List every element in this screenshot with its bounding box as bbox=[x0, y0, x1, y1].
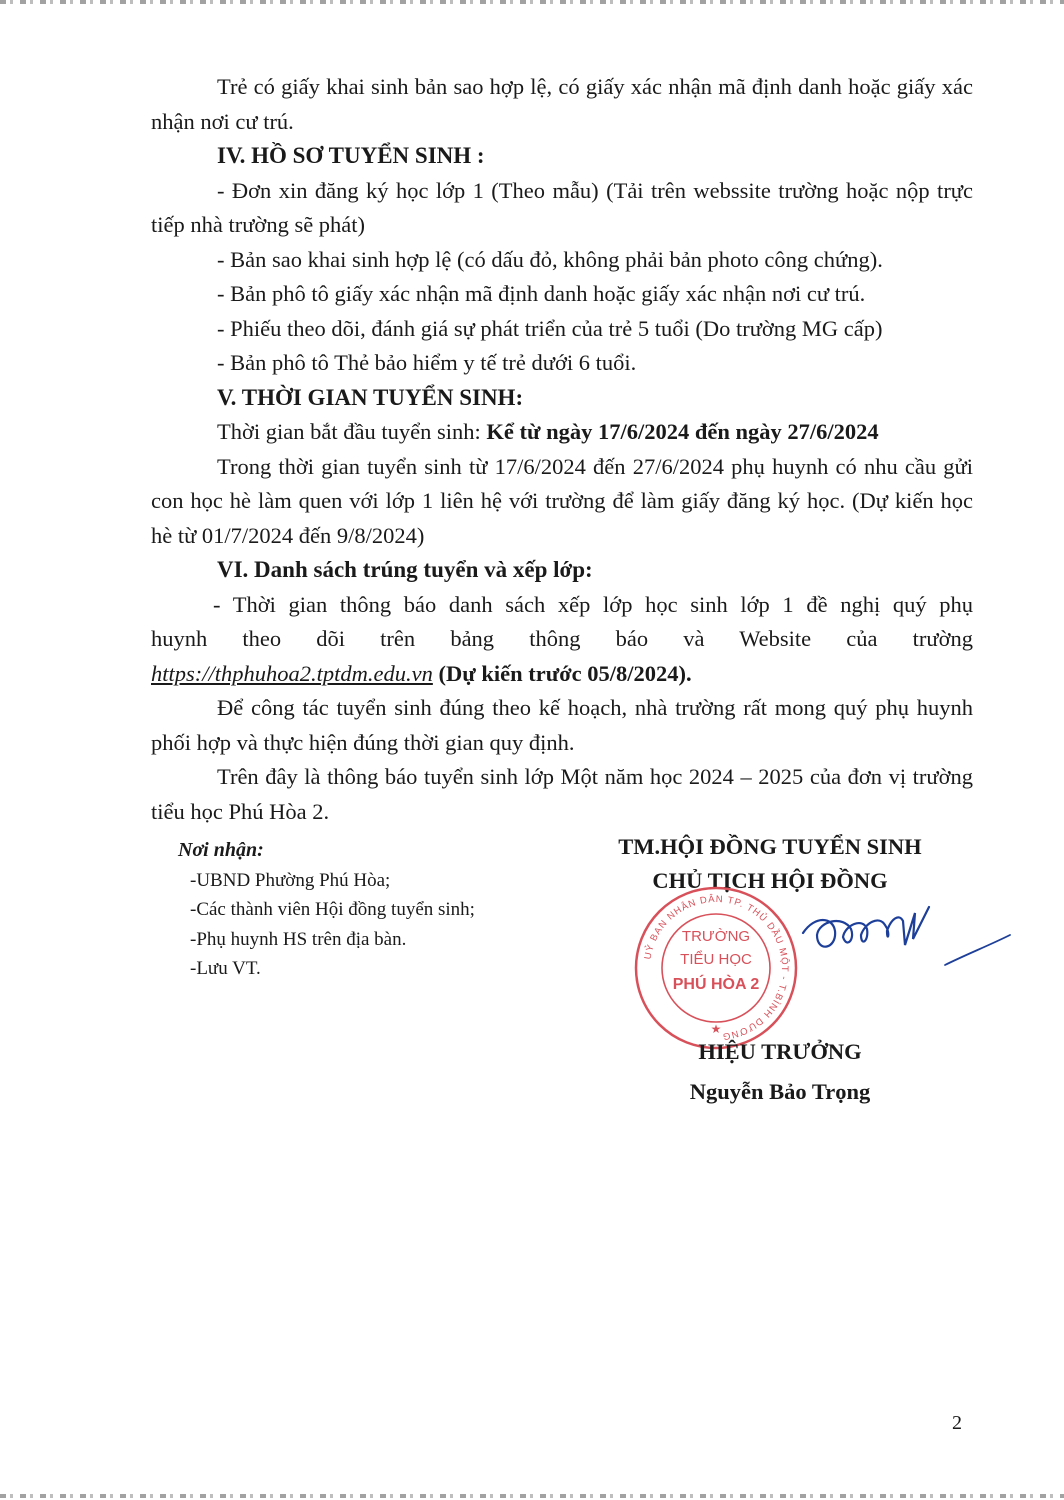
recipient-item: -Lưu VT. bbox=[190, 958, 261, 979]
list-item-health-insurance: - Bản phô tô Thẻ bảo hiểm y tế trẻ dưới 6 tuổi. bbox=[217, 350, 637, 375]
stamp-line-primary: TIỂU HỌC bbox=[680, 951, 752, 968]
scan-edge-bottom bbox=[0, 1494, 1064, 1498]
start-time-range: Kể từ ngày 17/6/2024 đến ngày 27/6/2024 bbox=[486, 419, 879, 444]
paragraph-birth-certificate: Trẻ có giấy khai sinh bản sao hợp lệ, có giấy xác nhận mã định danh hoặc giấy xác nhận nơi cư trú. bbox=[151, 74, 973, 134]
recipients-block bbox=[178, 836, 538, 984]
scan-edge-top bbox=[0, 0, 1064, 4]
school-website-link[interactable]: https://thphuhoa2.tptdm.edu.vn bbox=[151, 660, 433, 686]
signer-position: HIỆU TRƯỞNG bbox=[698, 1039, 862, 1064]
signature-chair-title: CHỦ TỊCH HỘI ĐỒNG bbox=[652, 868, 888, 893]
heading-admission-documents: IV. HỒ SƠ TUYỂN SINH : bbox=[217, 143, 485, 168]
list-item-application-form: - Đơn xin đăng ký học lớp 1 (Theo mẫu) (Tải trên webssite trường hoặc nộp trực tiếp nhà trường sẽ phát) bbox=[151, 177, 973, 237]
handwritten-signature bbox=[795, 895, 1015, 975]
stamp-line-name: PHÚ HÒA 2 bbox=[672, 976, 760, 993]
paragraph-closing: Trên đây là thông báo tuyển sinh lớp Một năm học 2024 – 2025 của đơn vị trường tiểu học Phú Hòa 2. bbox=[151, 764, 973, 824]
paragraph-summer-class: Trong thời gian tuyển sinh từ 17/6/2024 đến 27/6/2024 phụ huynh có nhu cầu gửi con học hè làm quen với lớp 1 liên hệ với trường để làm giấy đăng ký học. (Dự kiến học hè từ 01/7/2024 đến 9/8/2024) bbox=[151, 453, 973, 548]
paragraph-class-list-line3 bbox=[151, 657, 973, 692]
signature-council-title: TM.HỘI ĐỒNG TUYỂN SINH bbox=[618, 834, 922, 859]
page-number: 2 bbox=[952, 1412, 962, 1434]
signature-stroke bbox=[803, 907, 929, 947]
signer-block bbox=[640, 1032, 920, 1112]
stamp-star-icon: ★ bbox=[710, 1022, 722, 1036]
recipient-item: -UBND Phường Phú Hòa; bbox=[190, 869, 391, 891]
start-time-label: Thời gian bắt đầu tuyển sinh: bbox=[217, 419, 487, 444]
paragraph-start-time bbox=[151, 415, 973, 450]
stamp-line-school: TRƯỜNG bbox=[681, 928, 751, 945]
paragraph-class-list-line2: huynh theo dõi trên bảng thông báo và Website của trường bbox=[151, 626, 973, 651]
paragraph-class-list-line1: - Thời gian thông báo danh sách xếp lớp học sinh lớp 1 đề nghị quý phụ bbox=[213, 591, 973, 617]
list-item-id-confirmation: - Bản phô tô giấy xác nhận mã định danh hoặc giấy xác nhận nơi cư trú. bbox=[217, 281, 866, 306]
signature-tail-stroke bbox=[945, 935, 1010, 965]
list-item-development-form: - Phiếu theo dõi, đánh giá sự phát triển của trẻ 5 tuổi (Do trường MG cấp) bbox=[217, 315, 883, 341]
recipient-item: -Phụ huynh HS trên địa bàn. bbox=[190, 928, 407, 950]
expected-date: (Dự kiến trước 05/8/2024). bbox=[432, 660, 692, 686]
paragraph-cooperation: Để công tác tuyển sinh đúng theo kế hoạch, nhà trường rất mong quý phụ huynh phối hợp và thực hiện đúng thời gian quy định. bbox=[151, 695, 973, 755]
recipients-title: Nơi nhận: bbox=[178, 839, 264, 861]
recipient-item: -Các thành viên Hội đồng tuyển sinh; bbox=[190, 899, 475, 920]
heading-class-list: VI. Danh sách trúng tuyển và xếp lớp: bbox=[217, 557, 593, 582]
signer-name: Nguyễn Bảo Trọng bbox=[689, 1079, 871, 1104]
list-item-birth-certificate-copy: - Bản sao khai sinh hợp lệ (có dấu đỏ, không phải bản photo công chứng). bbox=[217, 246, 883, 272]
stamp-ring-text: UỶ BAN NHÂN DÂN TP. THỦ DẦU MỘT - T.BÌNH DƯƠNG bbox=[642, 893, 791, 1042]
heading-admission-time: V. THỜI GIAN TUYỂN SINH: bbox=[217, 384, 524, 410]
document-body bbox=[151, 70, 973, 829]
school-stamp bbox=[633, 885, 799, 1051]
